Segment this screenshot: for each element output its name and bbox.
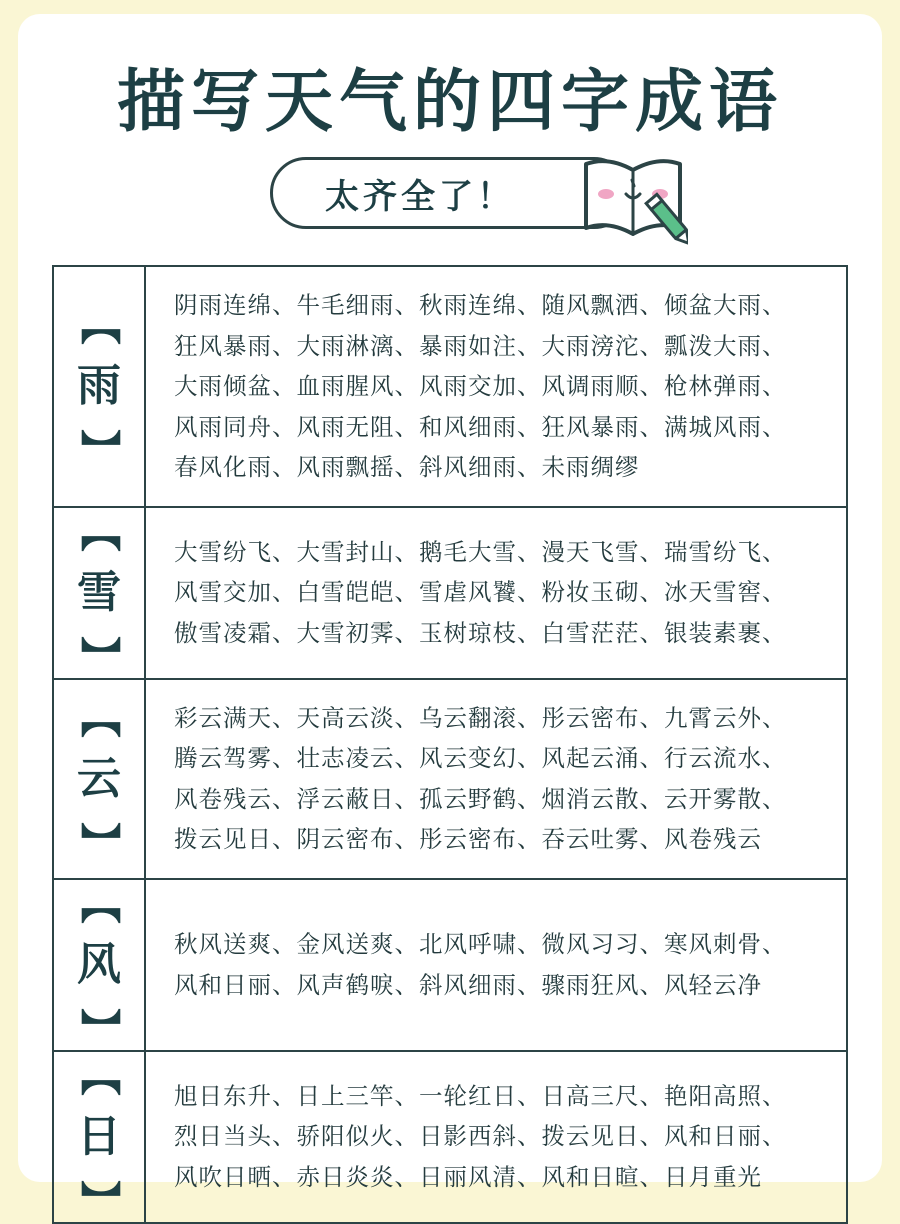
category-name: 云: [77, 752, 121, 804]
open-bracket: 【: [76, 305, 122, 346]
section-cloud: [53, 679, 847, 879]
idiom-line: 秋风送爽、金风送爽、北风呼啸、微风习习、寒风刺骨、: [174, 930, 787, 958]
page-title: 描写天气的四字成语: [116, 63, 783, 142]
section-rain: [53, 266, 847, 507]
open-bracket: 【: [76, 1055, 122, 1096]
category-name: 日: [77, 1110, 121, 1162]
open-bracket: 【: [76, 883, 122, 924]
section-snow: [53, 507, 847, 679]
idiom-line: 风卷残云、浮云蔽日、孤云野鹤、烟消云散、云开雾散、: [174, 784, 787, 813]
idiom-table: [52, 265, 848, 1224]
subtitle-text: 太齐全了！: [325, 176, 515, 217]
open-bracket: 【: [76, 511, 122, 552]
idiom-line: 旭日东升、日上三竿、一轮红日、日高三尺、艳阳高照、: [174, 1081, 787, 1110]
idiom-list: [145, 679, 847, 879]
idiom-line: 腾云驾雾、壮志凌云、风云变幻、风起云涌、行云流水、: [174, 744, 787, 772]
idiom-line: 风吹日晒、赤日炎炎、日丽风清、风和日暄、日月重光: [174, 1162, 762, 1191]
section-sun: [53, 1051, 847, 1223]
category-name: 雨: [77, 360, 121, 412]
close-bracket: 】: [76, 429, 122, 470]
close-bracket: 】: [76, 635, 122, 676]
subtitle-pill: [270, 157, 630, 229]
idiom-line: 风和日丽、风声鹤唳、斜风细雨、骤雨狂风、风轻云净: [174, 970, 762, 999]
close-bracket: 】: [76, 821, 122, 862]
idiom-line: 彩云满天、天高云淡、乌云翻滚、彤云密布、九霄云外、: [174, 703, 787, 732]
open-bracket: 【: [76, 697, 122, 738]
idiom-list: [145, 879, 847, 1051]
category-label: [53, 879, 145, 1051]
category-name: 风: [77, 938, 121, 990]
category-name: 雪: [77, 566, 121, 618]
idiom-list: [145, 266, 847, 507]
category-label: [53, 507, 145, 679]
section-wind: [53, 879, 847, 1051]
idiom-line: 阴雨连绵、牛毛细雨、秋雨连绵、随风飘洒、倾盆大雨、: [174, 291, 787, 319]
idiom-list: [145, 1051, 847, 1223]
idiom-line: 大雪纷飞、大雪封山、鹅毛大雪、漫天飞雪、瑞雪纷飞、: [174, 537, 787, 566]
category-label: [53, 1051, 145, 1223]
idiom-list: [145, 507, 847, 679]
idiom-line: 烈日当头、骄阳似火、日影西斜、拨云见日、风和日丽、: [174, 1122, 787, 1151]
close-bracket: 】: [76, 1007, 122, 1048]
idiom-line: 风雪交加、白雪皑皑、雪虐风饕、粉妆玉砌、冰天雪窖、: [174, 578, 787, 607]
open-book-face-icon: [578, 150, 688, 258]
category-label: [53, 266, 145, 507]
idiom-line: 狂风暴雨、大雨淋漓、暴雨如注、大雨滂沱、瓢泼大雨、: [174, 331, 787, 360]
idiom-line: 拨云见日、阴云密布、彤云密布、吞云吐雾、风卷残云: [174, 825, 762, 853]
idiom-line: 风雨同舟、风雨无阻、和风细雨、狂风暴雨、满城风雨、: [174, 412, 787, 441]
idiom-line: 傲雪凌霜、大雪初霁、玉树琼枝、白雪茫茫、银装素裹、: [174, 618, 787, 647]
category-label: [53, 679, 145, 879]
idiom-line: 大雨倾盆、血雨腥风、风雨交加、风调雨顺、枪林弹雨、: [174, 372, 787, 400]
close-bracket: 】: [76, 1179, 122, 1220]
idiom-line: 春风化雨、风雨飘摇、斜风细雨、未雨绸缪: [174, 453, 640, 481]
